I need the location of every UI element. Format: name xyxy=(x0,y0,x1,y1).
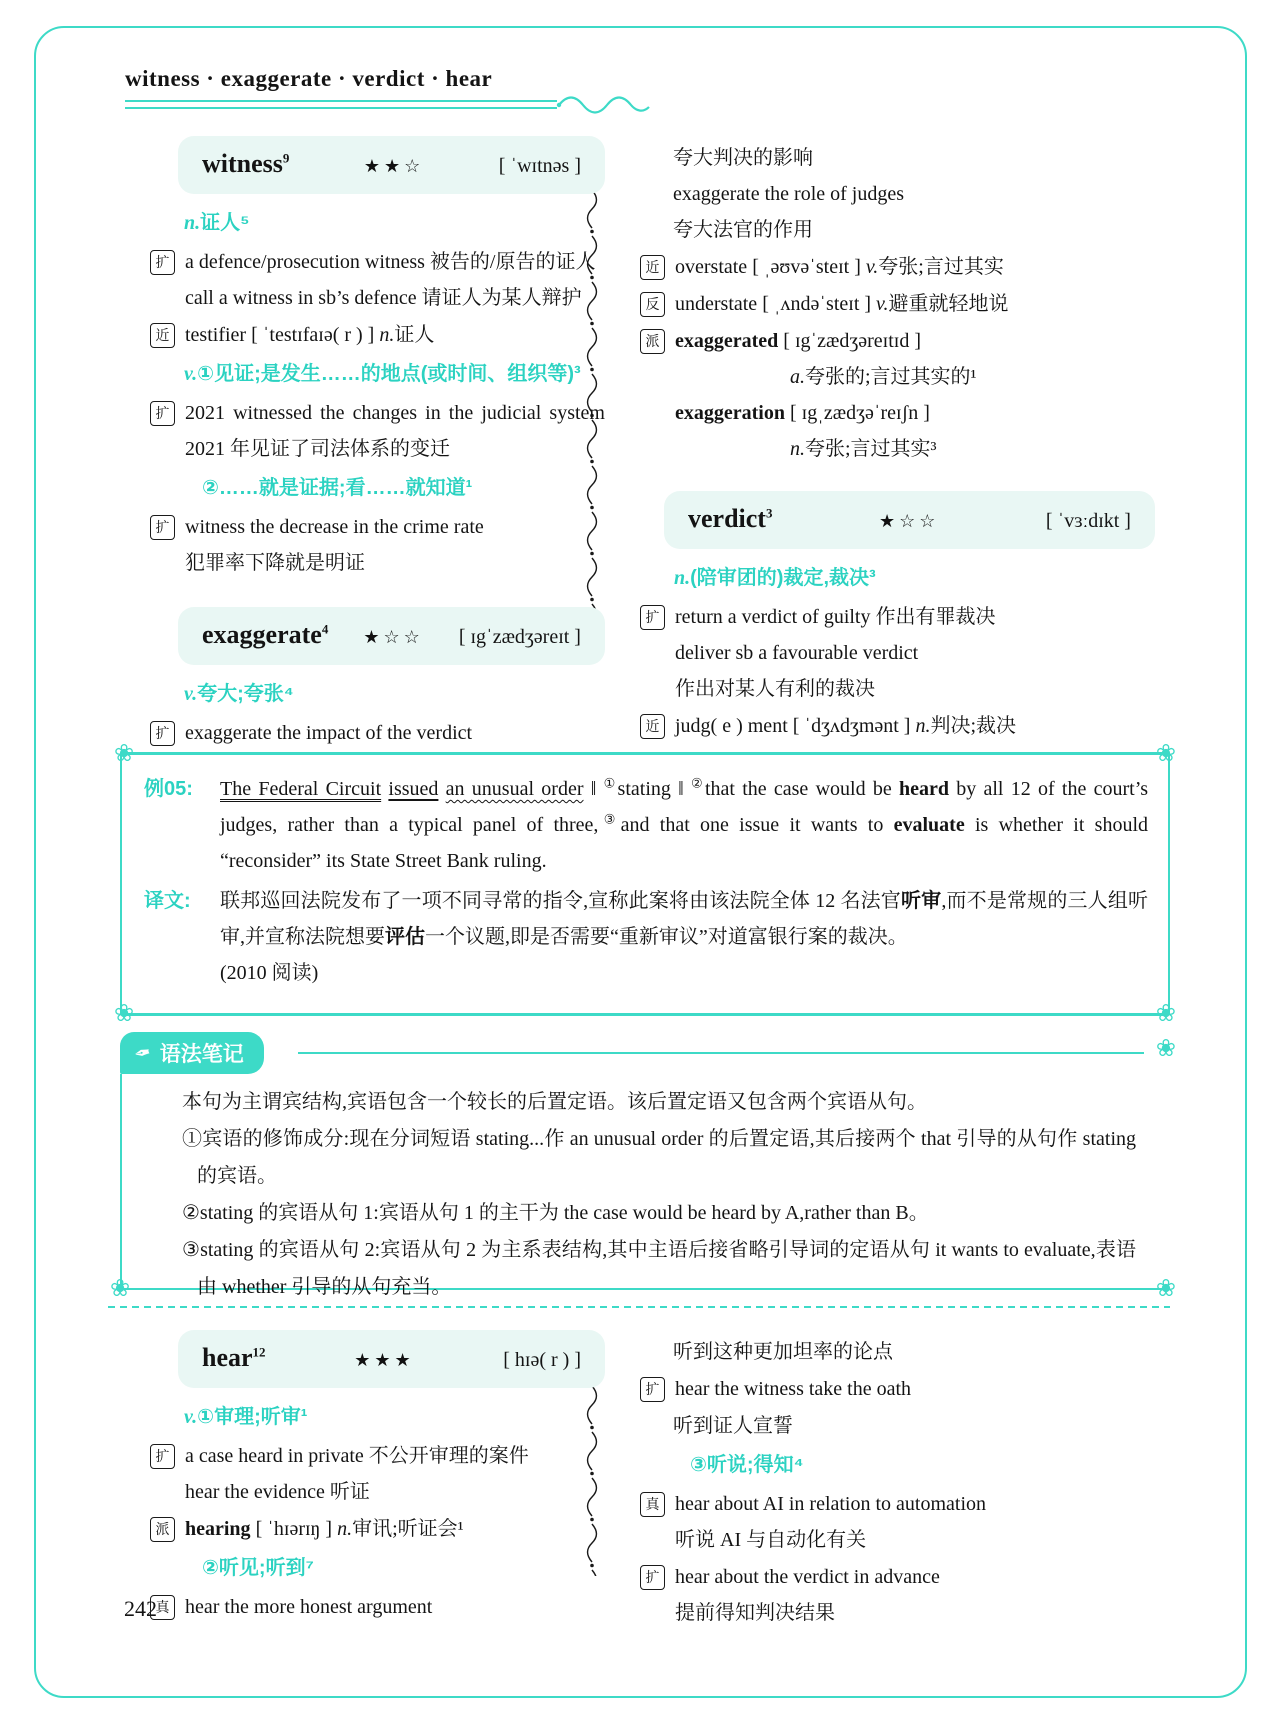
object-wavy-underlined: an unusual order xyxy=(445,778,584,800)
header-double-rule xyxy=(125,100,557,109)
zh: 作出有罪裁决 xyxy=(875,606,996,628)
exam-source: (2010 阅读) xyxy=(220,962,319,984)
tag-synonym-icon: 近 xyxy=(640,714,665,739)
example-text xyxy=(185,509,605,581)
expand-examples xyxy=(640,1371,1155,1407)
pos-label: v. xyxy=(865,256,879,278)
example-translation: 夸大判决的影响 xyxy=(673,147,813,169)
derived-word: exaggerated xyxy=(675,330,779,352)
grammar-note-header xyxy=(120,1032,264,1074)
derived-word: exaggeration xyxy=(675,402,785,424)
sense-verb-2: ②……就是证据;看……就知道¹ xyxy=(202,477,473,499)
en: judg( e ) ment [ ˈdʒʌdʒmənt ] xyxy=(675,715,916,737)
pos-label: n. xyxy=(337,1518,353,1540)
phonetic: [ ɪgˌzædʒəˈreɪʃn ] xyxy=(784,402,930,424)
en: testifier [ ˈtestɪfaɪə( r ) ] xyxy=(185,324,380,346)
derived-meaning xyxy=(675,359,1155,395)
grammar-line: 本句为主谓宾结构,宾语包含一个较长的后置定语。该后置定语又包含两个宾语从句。 xyxy=(182,1091,927,1113)
example-text xyxy=(675,1559,1155,1631)
sense-text: 夸大;夸张⁴ xyxy=(197,683,294,705)
zh: 证人 xyxy=(394,324,435,346)
page-number: 242 xyxy=(124,1596,157,1621)
translation-row xyxy=(144,883,1148,991)
en: witness the decrease in the crime rate xyxy=(185,516,484,538)
grammar-top-rule xyxy=(298,1052,1144,1054)
sense-verb xyxy=(150,357,605,391)
tag-derived-icon: 派 xyxy=(640,329,665,354)
corner-ornament-icon: ❀ xyxy=(1155,999,1176,1027)
example-sentence xyxy=(220,771,1148,879)
star-rating: ★★★ xyxy=(354,1350,415,1370)
circled-2: ② xyxy=(691,775,705,791)
grammar-line: ①宾语的修饰成分:现在分词短语 stating...作 an unusual order 的后置定语,其后接两个 that 引导的从句作 stating 的宾语。 xyxy=(182,1128,1136,1187)
corner-ornament-icon: ❀ xyxy=(1155,1034,1176,1062)
sense-text: (陪审团的)裁定,裁决³ xyxy=(690,567,876,589)
derived-meaning xyxy=(675,431,1155,467)
tag-expand-icon: 扩 xyxy=(150,515,175,540)
exam-example xyxy=(640,1486,1155,1558)
segment: ,而不是常规的三人组听审,并宣称法院想要 xyxy=(220,890,1149,948)
grammar-note-title: 语法笔记 xyxy=(159,1043,244,1066)
derived-line xyxy=(675,395,1155,431)
star-rating: ★☆☆ xyxy=(878,511,940,531)
tag-synonym-icon: 近 xyxy=(150,323,175,348)
tag-expand-icon: 扩 xyxy=(150,1444,175,1469)
running-head: witness · exaggerate · verdict · hear xyxy=(125,66,493,91)
sense-text: ①审理;听审¹ xyxy=(197,1406,308,1428)
sense-noun xyxy=(640,561,1155,595)
clause-separator: ‖ xyxy=(670,778,692,800)
derived-text xyxy=(675,323,1155,467)
zh: 被告的/原告的证人 xyxy=(429,251,596,273)
tag-expand-icon: 扩 xyxy=(640,1377,665,1402)
translation-text xyxy=(220,883,1148,991)
quill-pen-icon: ✒ xyxy=(132,1040,153,1066)
segment: that the case would be xyxy=(704,778,899,800)
subject-double-underlined: The Federal Circuit xyxy=(220,778,382,800)
en: hear about the verdict in advance xyxy=(675,1566,940,1588)
exam-text xyxy=(675,1486,1155,1558)
synonym-entry xyxy=(150,317,605,353)
example-text: hear the witness take the oath xyxy=(675,1378,912,1400)
en: a defence/prosecution witness xyxy=(185,251,430,273)
space xyxy=(438,778,445,800)
expand-examples xyxy=(640,599,1155,707)
headword-text: hear xyxy=(202,1343,253,1372)
derived-line xyxy=(675,323,1155,359)
corner-ornament-icon: ❀ xyxy=(1155,1274,1176,1302)
example-text: exaggerate the impact of the verdict xyxy=(185,722,473,744)
en: 2021 witnessed the changes in the judicial system 2021 xyxy=(185,402,605,460)
pos-label: n. xyxy=(915,715,931,737)
example-sentence-box xyxy=(114,739,1176,1027)
right-column-top xyxy=(640,140,1155,745)
example-translation: 作出对某人有利的裁决 xyxy=(675,678,875,700)
example-translation: 听到这种更加坦率的论点 xyxy=(673,1341,893,1363)
keyword-bold: 听审 xyxy=(900,890,942,912)
synonym-text xyxy=(675,708,1155,744)
star-rating: ★★☆ xyxy=(363,156,425,176)
example-text xyxy=(185,244,605,316)
example-number-label: 例05: xyxy=(144,778,193,800)
sense-text: 证人⁵ xyxy=(200,212,250,234)
keyword-bold: 评估 xyxy=(385,926,425,948)
headword-text: verdict xyxy=(688,504,766,533)
grammar-line: ②stating 的宾语从句 1:宾语从句 1 的主干为 the case would be heard by A,rather than B。 xyxy=(182,1202,929,1224)
tag-expand-icon: 扩 xyxy=(150,401,175,426)
tag-antonym-icon: 反 xyxy=(640,292,665,317)
zh: 判决;裁决 xyxy=(930,715,1017,737)
synonym-text xyxy=(185,317,605,353)
word-card-hear xyxy=(178,1330,605,1388)
derived-word: hearing xyxy=(185,1518,251,1540)
tag-exam-icon: 真 xyxy=(640,1492,665,1517)
segment: 联邦巡回法院发布了一项不同寻常的指令,宣称此案将由该法院全体 12 名法官 xyxy=(220,890,901,912)
zh: 提前得知判决结果 xyxy=(675,1602,835,1624)
en: hear the evidence xyxy=(185,1481,330,1503)
translation-label: 译文: xyxy=(144,890,191,912)
en: hear about AI in relation to automation xyxy=(675,1493,987,1515)
example-sentence-row xyxy=(144,771,1148,879)
en: call a witness in sb’s defence xyxy=(185,287,422,309)
zh: 审讯;听证会¹ xyxy=(352,1518,464,1540)
word-card-witness xyxy=(178,136,605,194)
headword xyxy=(202,149,289,179)
example-text xyxy=(185,1438,605,1510)
tag-expand-icon: 扩 xyxy=(150,250,175,275)
segment: 一个议题,即是否需要“重新审议”对道富银行案的裁决。 xyxy=(425,926,908,948)
phonetic: [ ˈwɪtnəs ] xyxy=(498,155,581,177)
expand-examples xyxy=(150,395,605,467)
example-text xyxy=(185,395,605,467)
zh: 听说 AI 与自动化有关 xyxy=(675,1529,867,1551)
headword xyxy=(688,504,772,534)
antonym-entry xyxy=(640,286,1155,322)
clause-separator: ‖ xyxy=(583,778,604,800)
pos-label: v. xyxy=(184,363,198,385)
sense-verb xyxy=(150,1400,605,1434)
tag-expand-icon: 扩 xyxy=(640,1565,665,1590)
pos-label: a. xyxy=(790,366,805,388)
circled-1: ① xyxy=(603,775,618,791)
example-line xyxy=(185,244,605,280)
word-card-exaggerate xyxy=(178,607,605,665)
pos-label: n. xyxy=(790,438,805,460)
headword xyxy=(202,1343,266,1373)
pos-label: v. xyxy=(876,293,889,315)
pos-label: v. xyxy=(184,683,198,705)
example-content xyxy=(122,755,1168,991)
expand-examples xyxy=(640,1559,1155,1631)
grammar-note-content xyxy=(182,1084,1136,1306)
dashed-divider xyxy=(108,1306,1170,1308)
pos-label: v. xyxy=(184,1406,198,1428)
sense-noun xyxy=(150,206,605,240)
headword xyxy=(202,620,328,650)
exam-example xyxy=(150,1589,605,1625)
segment: is whether it should “reconsider” its State Street Bank ruling. xyxy=(220,814,1148,872)
example-line xyxy=(185,280,605,316)
segment: stating xyxy=(617,778,671,800)
example-line xyxy=(185,1474,605,1510)
headword-text: exaggerate xyxy=(202,620,322,649)
example-translation: 夸大法官的作用 xyxy=(673,219,813,241)
headword-frequency-superscript: 4 xyxy=(321,621,329,637)
circled-3: ③ xyxy=(598,811,621,827)
keyword-bold: heard xyxy=(898,778,949,800)
corner-ornament-icon: ❀ xyxy=(1155,739,1176,767)
zh: 请证人为某人辩护 xyxy=(421,287,582,309)
corner-ornament-icon: ❀ xyxy=(114,999,135,1027)
synonym-text xyxy=(675,249,1155,285)
pos-label: n. xyxy=(184,212,201,234)
corner-ornament-icon: ❀ xyxy=(110,1274,131,1302)
word-card-verdict xyxy=(664,491,1155,549)
expand-examples xyxy=(150,715,605,751)
example-translation: 听到证人宣誓 xyxy=(673,1415,793,1437)
verb-underlined: issued xyxy=(388,778,439,800)
example-line: exaggerate the role of judges xyxy=(673,183,905,205)
example-line xyxy=(675,599,1155,635)
en: understate [ ˌʌndəˈsteɪt ] xyxy=(675,293,877,315)
zh: 夸张的;言过其实的¹ xyxy=(805,366,977,388)
headword-frequency-superscript: 12 xyxy=(252,1344,266,1360)
header-squiggle-ornament xyxy=(556,92,652,118)
zh: 夸张;言过其实 xyxy=(878,256,1004,278)
derived-text xyxy=(185,1511,605,1547)
zh: 听证 xyxy=(329,1481,370,1503)
phonetic: [ ɪgˈzædʒəreɪt ] xyxy=(458,626,581,648)
zh: 年见证了司法体系的变迁 xyxy=(230,438,450,460)
exam-text: hear the more honest argument xyxy=(185,1596,433,1618)
expand-examples xyxy=(150,244,605,316)
en: overstate [ ˌəʊvəˈsteɪt ] xyxy=(675,256,866,278)
en: a case heard in private xyxy=(185,1445,369,1467)
pos-label: n. xyxy=(674,567,691,589)
sense-text: ①见证;是发生……的地点(或时间、组织等)³ xyxy=(197,363,581,385)
tag-exam-icon: 真 xyxy=(150,1595,175,1620)
synonym-entry xyxy=(640,708,1155,744)
headword-frequency-superscript: 3 xyxy=(765,505,773,521)
grammar-note-section xyxy=(110,1032,1176,1302)
phonetic: [ ɪgˈzædʒəreɪtɪd ] xyxy=(778,330,922,352)
example-line xyxy=(185,1438,605,1474)
tag-expand-icon: 扩 xyxy=(640,605,665,630)
tag-synonym-icon: 近 xyxy=(640,255,665,280)
keyword-bold: evaluate xyxy=(893,814,965,836)
left-column-top xyxy=(150,136,605,752)
en: return a verdict of guilty xyxy=(675,606,876,628)
zh: 夸张;言过其实³ xyxy=(805,438,937,460)
star-rating: ★☆☆ xyxy=(363,627,424,647)
headword-frequency-superscript: 9 xyxy=(282,150,290,166)
tag-derived-icon: 派 xyxy=(150,1517,175,1542)
zh: 避重就轻地说 xyxy=(888,293,1009,315)
example-text xyxy=(675,599,1155,707)
corner-ornament-icon: ❀ xyxy=(114,739,135,767)
sense-verb xyxy=(150,677,605,711)
derived-entries xyxy=(640,323,1155,467)
right-column-bottom xyxy=(640,1334,1155,1632)
expand-examples xyxy=(150,1438,605,1510)
zh: 不公开审理的案件 xyxy=(368,1445,529,1467)
phonetic: [ ˈhɪərɪŋ ] xyxy=(250,1518,338,1540)
left-column-bottom xyxy=(150,1330,605,1626)
example-line: deliver sb a favourable verdict xyxy=(675,642,919,664)
headword-text: witness xyxy=(202,149,283,178)
grammar-left-rule xyxy=(120,1074,122,1288)
segment: by all 12 of the court’s judges, rather than a typical panel of three, xyxy=(220,778,1149,836)
phonetic: [ hɪə( r ) ] xyxy=(503,1349,581,1371)
zh: 犯罪率下降就是明证 xyxy=(185,552,365,574)
sense-verb-3: ③听说;得知⁴ xyxy=(690,1454,804,1476)
synonym-entry xyxy=(640,249,1155,285)
derived-entries xyxy=(150,1511,605,1547)
pos-label: n. xyxy=(379,324,395,346)
tag-expand-icon: 扩 xyxy=(150,721,175,746)
antonym-text xyxy=(675,286,1155,322)
segment: and that one issue it wants to xyxy=(620,814,894,836)
sense-verb-2: ②听见;听到⁷ xyxy=(202,1557,314,1579)
phonetic: [ ˈvɜːdɪkt ] xyxy=(1045,510,1131,532)
expand-examples xyxy=(150,509,605,581)
grammar-line: ③stating 的宾语从句 2:宾语从句 2 为主系表结构,其中主语后接省略引导词的定语从句 it wants to evaluate,表语由 whether 引导的从句充当。 xyxy=(182,1239,1136,1298)
